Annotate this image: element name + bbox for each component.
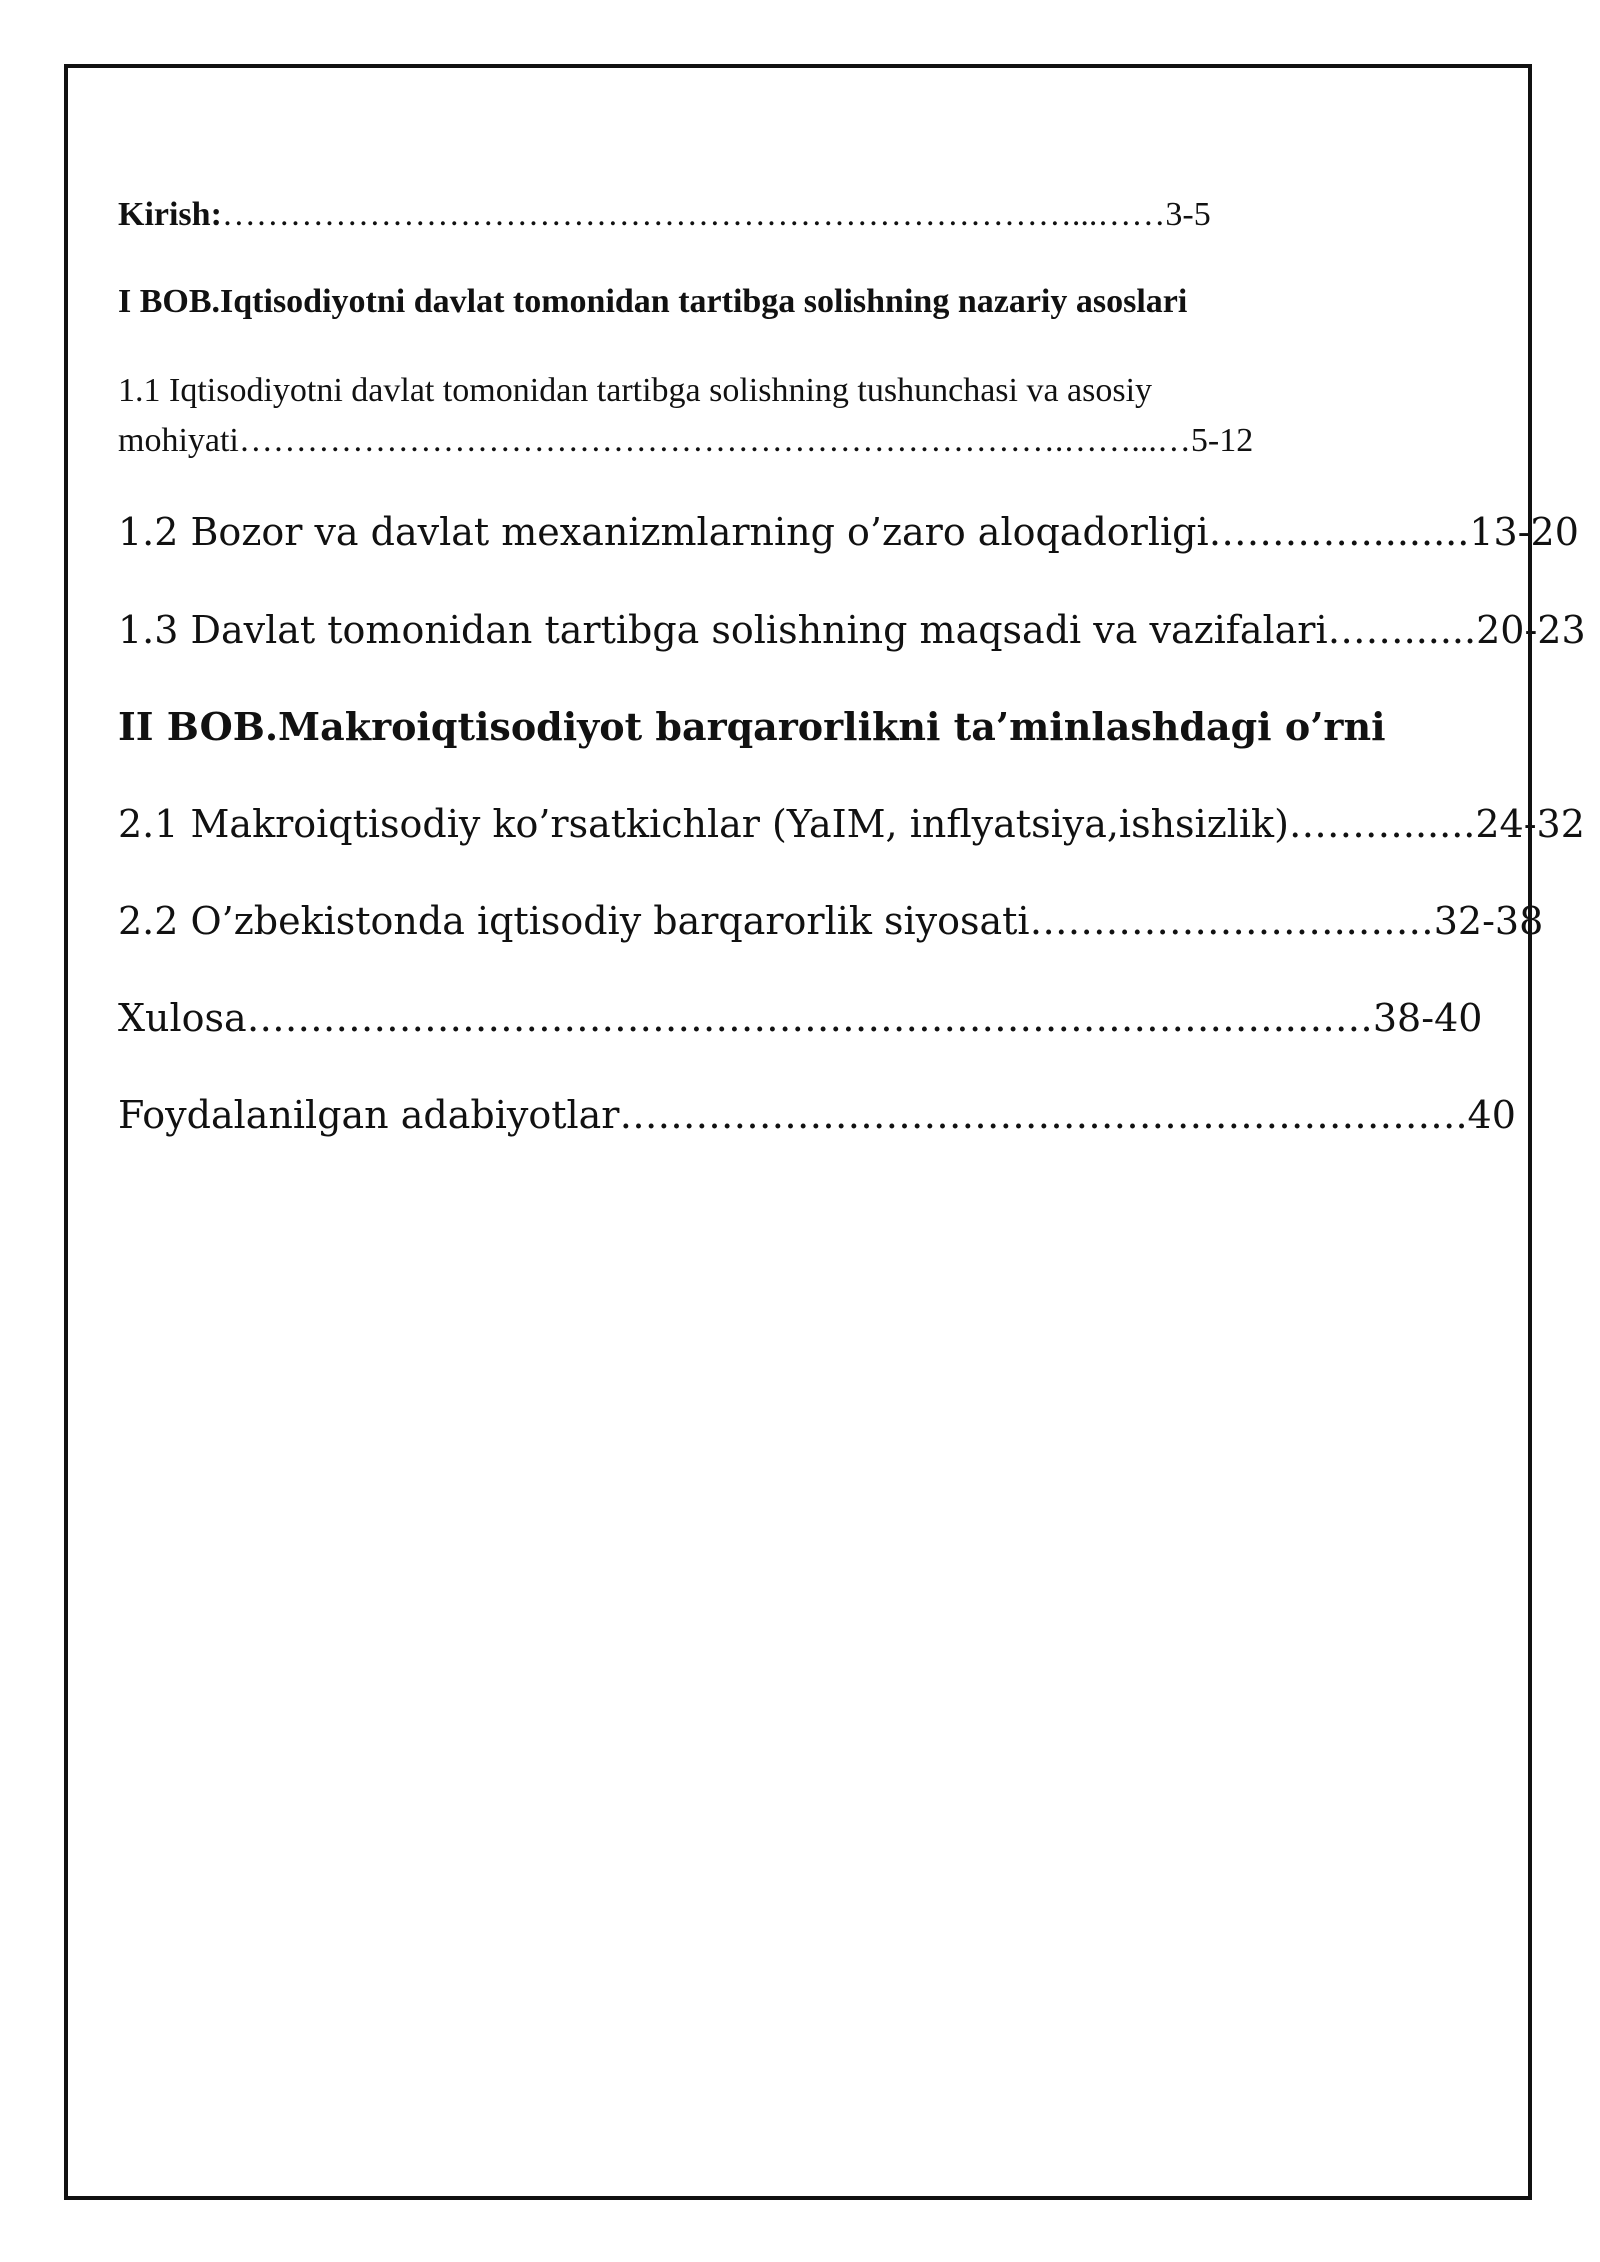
toc-intro-page: 3-5	[1165, 196, 1211, 233]
toc-section-1-1-line2: mohiyati……………………………………………………………….……...…5-12	[118, 422, 1254, 459]
toc-entry-intro	[118, 196, 1211, 234]
toc-section-2-1: 2.1 Makroiqtisodiy ko’rsatkichlar (YaIM, inflyatsiya,ishsizlik)………......24-32	[118, 802, 1585, 846]
toc-section-1-2: 1.2 Bozor va davlat mexanizmlarning o’zaro aloqadorligi………….........13-20	[118, 510, 1579, 554]
toc-intro-leader: …………………………………………………………………...……	[221, 196, 1166, 233]
toc-references: Foydalanilgan adabiyotlar………………………………………………………….40	[118, 1093, 1516, 1137]
toc-section-1-1-line1: 1.1 Iqtisodiyotni davlat tomonidan tartibga solishning tushunchasi va asosiy	[118, 372, 1153, 409]
toc-intro-label: Kirish:	[118, 196, 222, 233]
toc-conclusion: Xulosa………………………………………………………………………..……38-40	[118, 996, 1483, 1040]
toc-chapter-1-title: I BOB.Iqtisodiyotni davlat tomonidan tartibga solishning nazariy asoslari	[118, 283, 1188, 320]
toc-section-2-2: 2.2 O’zbekistonda iqtisodiy barqarorlik siyosati……………………..……32-38	[118, 899, 1544, 943]
toc-chapter-2-title: II BOB.Makroiqtisodiyot barqarorlikni ta’minlashdagi o’rni	[118, 704, 1386, 749]
toc-section-1-3: 1.3 Davlat tomonidan tartibga solishning maqsadi va vazifalari……......20-23	[118, 608, 1586, 652]
